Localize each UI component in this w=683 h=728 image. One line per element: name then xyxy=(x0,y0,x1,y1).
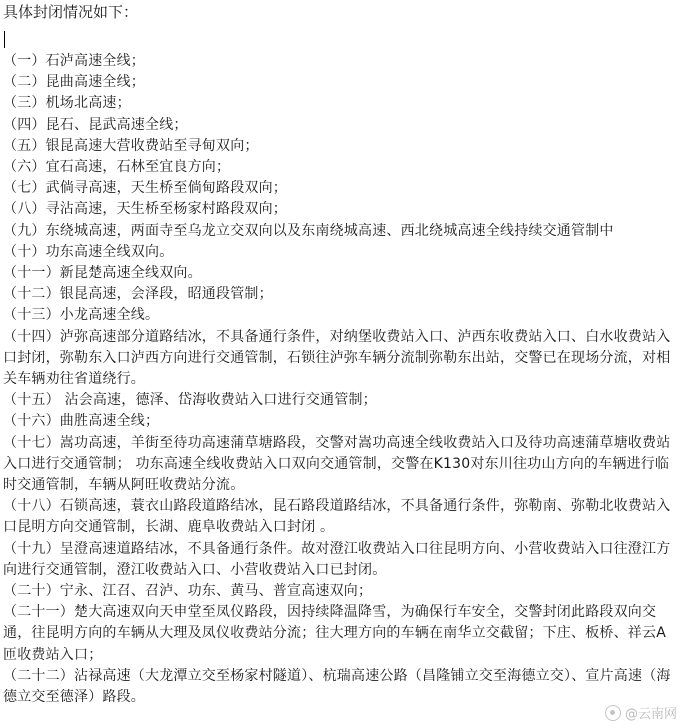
document-heading: 具体封闭情况如下： xyxy=(3,3,139,21)
closure-item: （九）东绕城高速，两面寺至乌龙立交双向以及东南绕城高速、西北绕城高速全线持续交通管制中 xyxy=(3,222,614,239)
closure-item: （八）寻沾高速，天生桥至杨家村路段双向； xyxy=(3,201,287,218)
closure-item: （十七）嵩功高速，羊街至待功高速蒲草塘路段，交警对嵩功高速全线收费站入口及待功高速蒲草塘收费站入口进行交通管制； 功东高速全线收费站入口双向交通管制，交警在K130对东川往功山方向的车辆进行临时交通管制，车辆从阿旺收费站分流。 xyxy=(3,434,671,494)
closure-item: （十二）银昆高速，会泽段，昭通段管制； xyxy=(3,286,273,303)
closure-item: （十三）小龙高速全线。 xyxy=(3,307,160,324)
closure-item: （十八）石锁高速，蓑衣山路段道路结冰，昆石路段道路结冰，不具备通行条件，弥勒南、弥勒北收费站入口昆明方向交通管制，长湖、鹿阜收费站入口封闭 。 xyxy=(3,498,671,536)
closure-item: （二）昆曲高速全线； xyxy=(3,74,145,91)
weibo-logo-icon xyxy=(605,705,621,721)
closure-item: （一）石泸高速全线； xyxy=(3,53,145,69)
closure-item: （十四）泸弥高速部分道路结冰，不具备通行条件，对纳堡收费站入口、泸西东收费站入口、白水收费站入口封闭，弥勒东入口泸西方向进行交通管制，石锁往泸弥车辆分流制弥勒东出站，交警已在现场分流，对相关车辆劝往省道绕行。 xyxy=(3,328,671,388)
closure-list xyxy=(3,51,679,708)
closure-item: （十一）新昆楚高速全线双向。 xyxy=(3,265,202,282)
watermark-text: @云南网 xyxy=(624,707,677,722)
watermark xyxy=(605,703,677,722)
closure-item: （十）功东高速全线双向。 xyxy=(3,243,174,260)
closure-item: （二十二）沾禄高速（大龙潭立交至杨家村隧道）、杭瑞高速公路（昌隆铺立交至海德立交）、宣片高速（海德立交至德泽）路段。 xyxy=(3,667,671,706)
closure-item: （七）武倘寻高速，天生桥至倘甸路段双向； xyxy=(3,180,287,197)
text-cursor xyxy=(4,31,5,48)
closure-item: （十五） 沾会高速，德泽、岱海收费站入口进行交通管制； xyxy=(3,392,377,409)
closure-item: （六）宜石高速，石林至宜良方向； xyxy=(3,159,231,176)
closure-item: （五）银昆高速大营收费站至寻甸双向； xyxy=(3,137,259,154)
closure-item: （二十一）楚大高速双向天申堂至凤仪路段，因持续降温降雪，为确保行车安全，交警封闭此路段双向交通，往昆明方向的车辆从大理及凤仪收费站分流；往大理方向的车辆在南华立交截留；下庄、板桥、祥云A匝收费站入口； xyxy=(3,604,666,663)
closure-item: （三）机场北高速； xyxy=(3,95,131,112)
closure-item: （四）昆石、昆武高速全线； xyxy=(3,116,188,133)
closure-item: （十六）曲胜高速全线； xyxy=(3,413,160,430)
closure-item: （十九）呈澄高速道路结冰，不具备通行条件。故对澄江收费站入口往昆明方向、小营收费站入口往澄江方向进行交通管制，澄江收费站入口、小营收费站入口已封闭。 xyxy=(3,540,671,578)
closure-item: （二十）宁永、江召、召泸、功东、黄马、普宣高速双向； xyxy=(3,583,373,600)
